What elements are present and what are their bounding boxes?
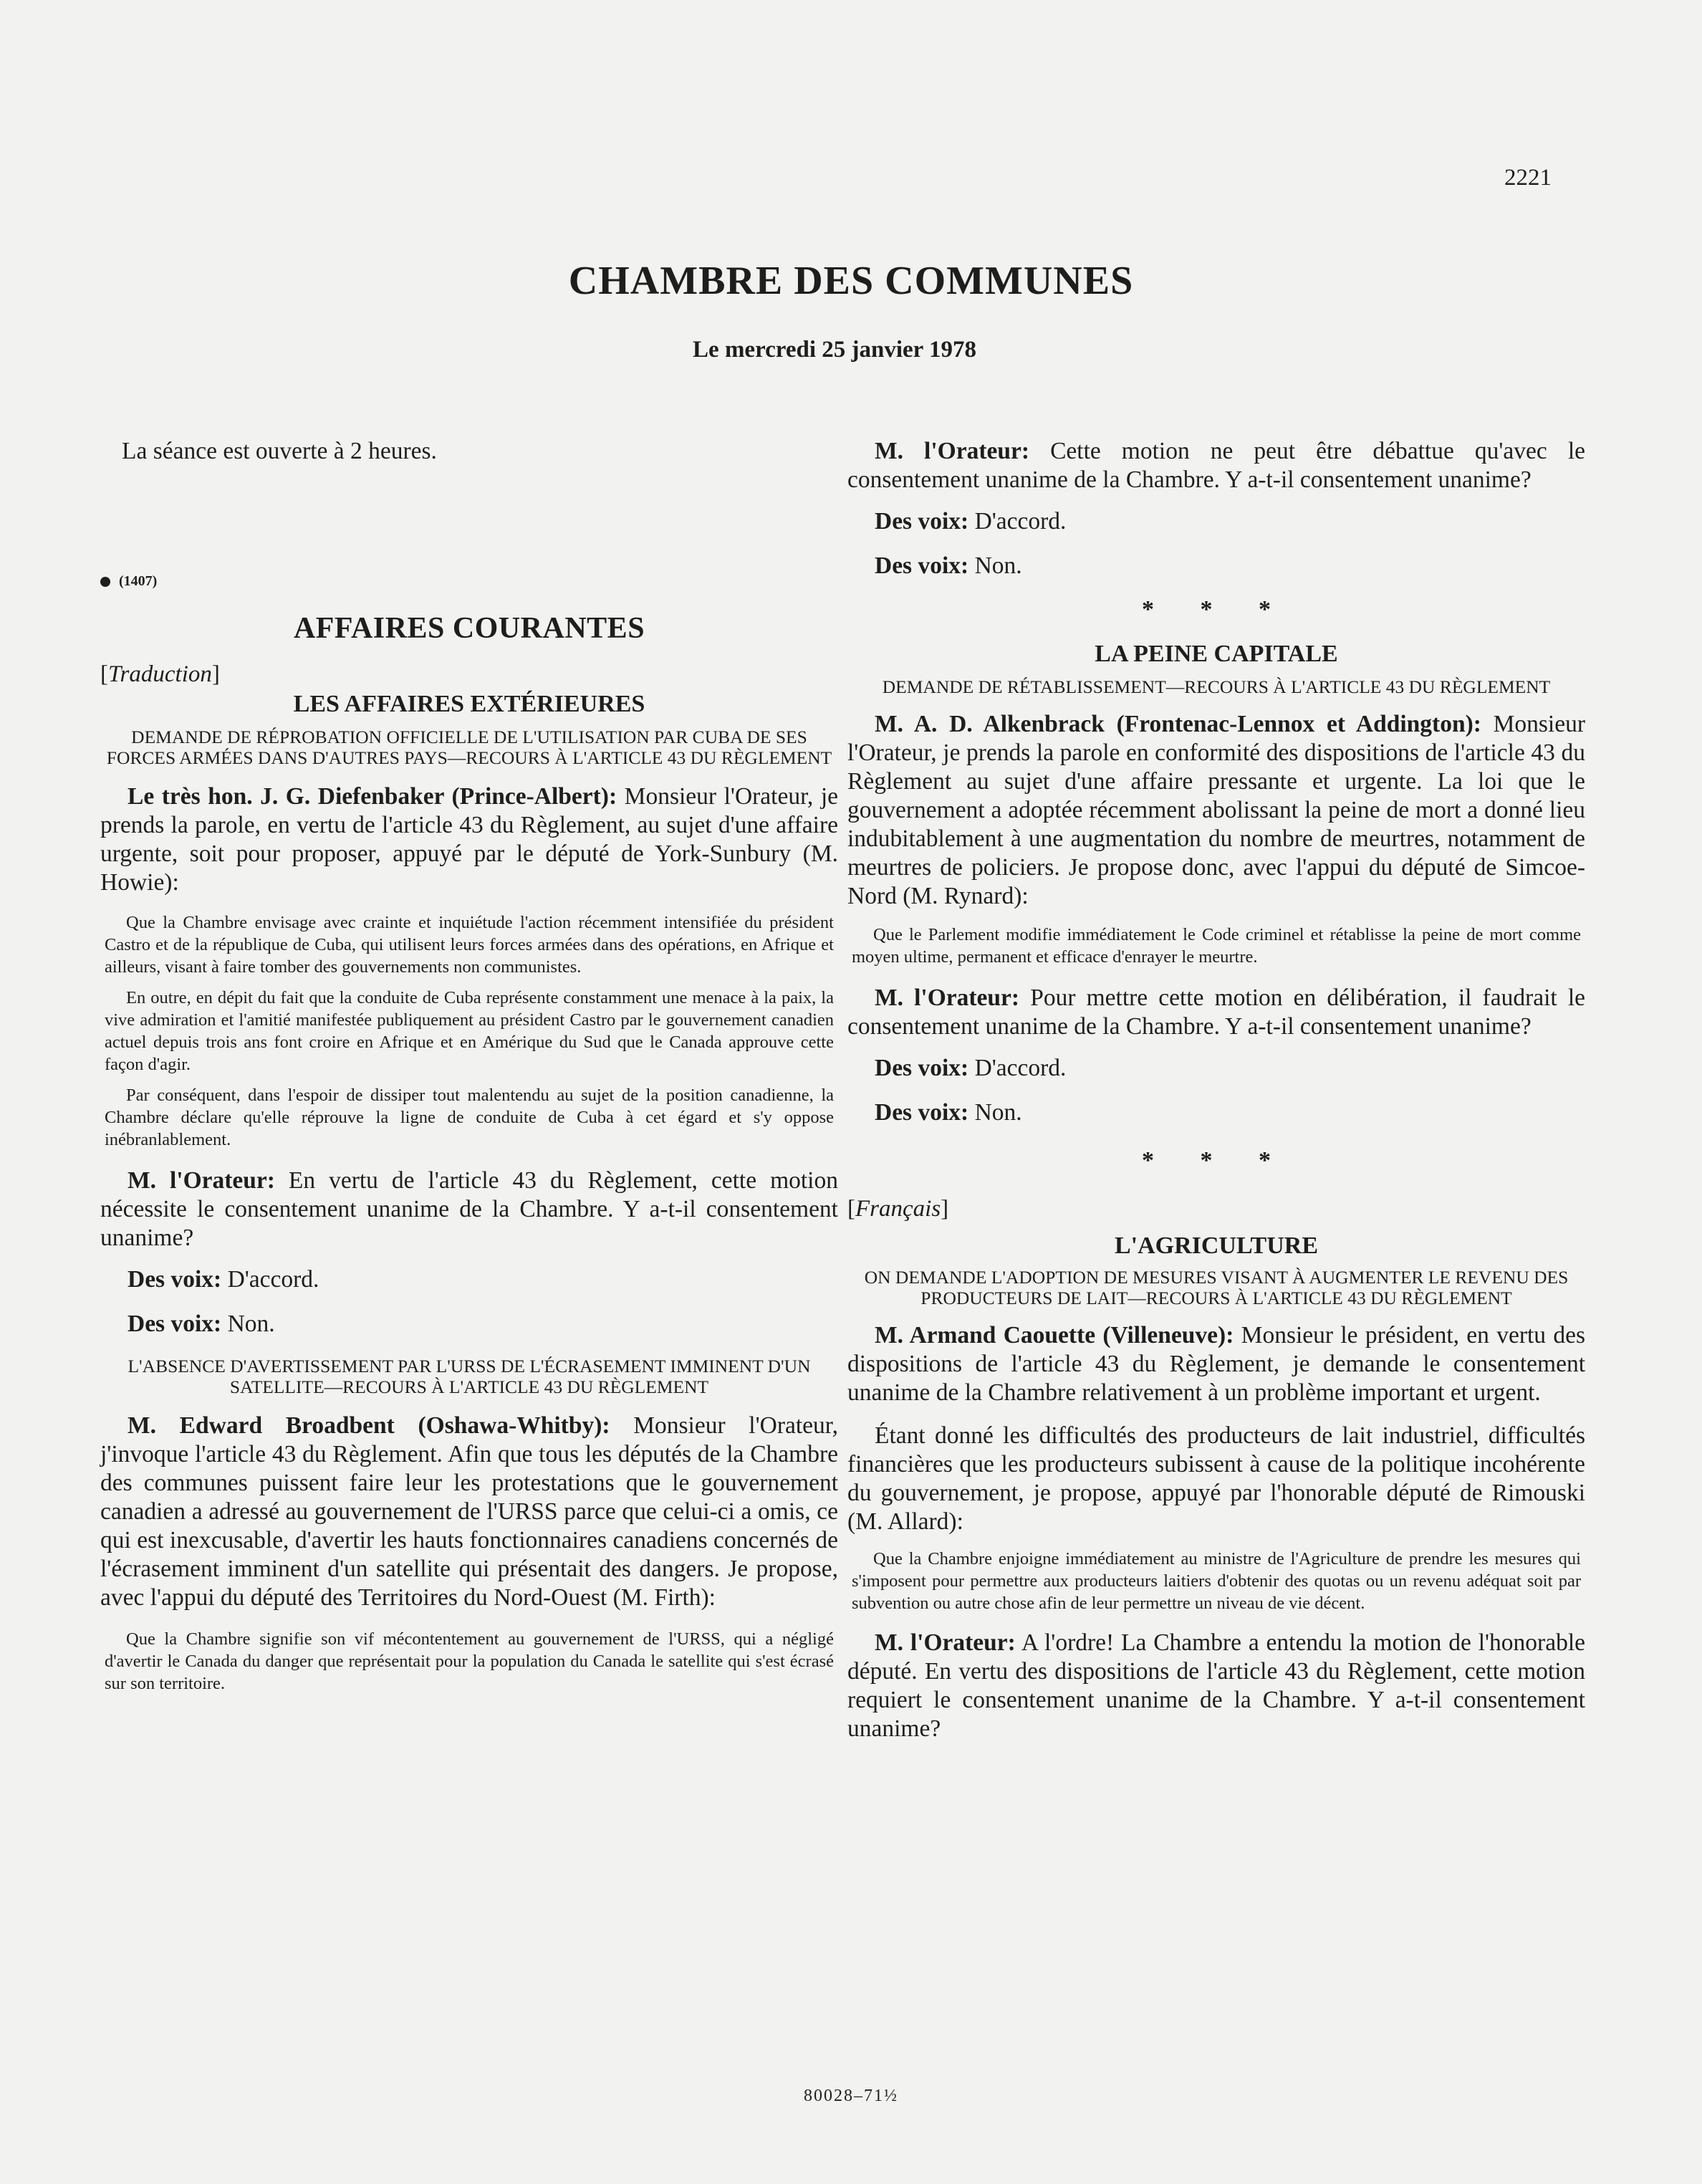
speech-orateur: M. l'Orateur: Cette motion ne peut être débattue qu'avec le consentement unanime de la Chambre. Y a-t-il consentement unanime? — [847, 438, 1586, 493]
motion-quote: Que le Parlement modifie immédiatement le Code criminel et rétablisse la peine de mort comme moyen ultime, permanent et efficace d'enrayer le meurtre. — [852, 925, 1581, 967]
speaker-name: Le très hon. J. G. Diefenbaker (Prince-Albert): — [128, 783, 617, 810]
translation-tag: [Traduction] — [100, 661, 220, 687]
motion-quote: En outre, en dépit du fait que la conduite de Cuba représente constamment une menace à la paix, la vive admiration et l'amitié manifestée publiquement au président Castro par le gouvernement canadien actuel depuis trois ans font croire en Afrique et en Amérique du Sud que le Canada approuve cette façon d'agir. — [105, 988, 834, 1074]
print-code: 80028–71½ — [804, 2087, 898, 2105]
speech-broadbent: M. Edward Broadbent (Oshawa-Whitby): Monsieur l'Orateur, j'invoque l'article 43 du Règlement. Afin que tous les députés de la Chambre des communes puissent faire leur les protestations que le gouvernement canadien a adressé au gouvernement de l'URSS parce que celui-ci a omis, ce qui est inexcusable, d'avertir les hauts fonctionnaires canadiens concernés de l'écrasement imminent d'un satellite qui présentait des dangers. Je propose, avec l'appui du député des Territoires du Nord-Ouest (M. Firth): — [100, 1412, 838, 1611]
page-number: 2221 — [1504, 165, 1552, 191]
section-separator: * * * — [1142, 596, 1291, 623]
voices-line: Des voix: Non. — [875, 1099, 1022, 1126]
voices-line: Des voix: D'accord. — [875, 508, 1067, 535]
time-mark: (1407) — [100, 573, 838, 590]
heading-peine-capitale: LA PEINE CAPITALE — [1095, 641, 1338, 667]
section-separator: * * * — [1142, 1147, 1291, 1174]
motion-quote: Que la Chambre enjoigne immédiatement au ministre de l'Agriculture de prendre les mesures qui s'imposent pour permettre aux producteurs laitiers d'obtenir des quotas ou un revenu adéquat soit par subvention ou autre chose afin de leur permettre un niveau de vie décent. — [852, 1549, 1581, 1613]
voices-line: Des voix: Non. — [128, 1311, 275, 1337]
left-column — [100, 437, 838, 1695]
voices-line: Des voix: D'accord. — [875, 1055, 1067, 1081]
motion-quote: Que la Chambre signifie son vif mécontentement au gouvernement de l'URSS, qui a négligé d'avertir le Canada du danger que représentait pour la population du Canada le satellite qui s'est écrasé sur son territoire. — [105, 1629, 834, 1693]
voices-line: Des voix: Non. — [875, 552, 1022, 579]
heading-affaires-courantes: AFFAIRES COURANTES — [293, 612, 645, 645]
language-tag: [Français] — [847, 1196, 949, 1222]
heading-affaires-exterieures: LES AFFAIRES EXTÉRIEURES — [293, 691, 645, 717]
speech-diefenbaker: Le très hon. J. G. Diefenbaker (Prince-Albert): Monsieur l'Orateur, je prends la parole, en vertu de l'article 43 du Règlement, au sujet d'une affaire urgente, soit pour proposer, appuyé par le député de York-Sunbury (M. Howie): — [100, 783, 838, 896]
speech-alkenbrack: M. A. D. Alkenbrack (Frontenac-Lennox et Addington): Monsieur l'Orateur, je prends la parole en conformité des dispositions de l'article 43 du Règlement au sujet d'une affaire pressante et urgente. La loi que le gouvernement a adoptée récemment abolissant la peine de mort a donné lieu indubitablement à une augmentation du nombre de meurtres, notamment de meurtres de policiers. Je propose donc, avec l'appui du député de Simcoe-Nord (M. Rynard): — [847, 711, 1586, 909]
motion-quote: Par conséquent, dans l'espoir de dissiper tout malentendu au sujet de la position canadienne, la Chambre déclare qu'elle réprouve la ligne de conduite de Cuba à cet égard et s'y oppose inébranlablement. — [105, 1086, 834, 1149]
session-date: Le mercredi 25 janvier 1978 — [693, 337, 976, 363]
subheading-producteurs-lait: ON DEMANDE L'ADOPTION DE MESURES VISANT À AUGMENTER LE REVENU DES PRODUCTEURS DE LAIT—RECOURS À L'ARTICLE 43 DU RÈGLEMENT — [864, 1267, 1569, 1308]
speech-orateur: M. l'Orateur: Pour mettre cette motion en délibération, il faudrait le consentement unanime de la Chambre. Y a-t-il consentement unanime? — [847, 985, 1585, 1040]
subheading-satellite: L'ABSENCE D'AVERTISSEMENT PAR L'URSS DE L'ÉCRASEMENT IMMINENT D'UN SATELLITE—RECOURS À L'ARTICLE 43 DU RÈGLEMENT — [128, 1356, 811, 1397]
speech-orateur: M. l'Orateur: A l'ordre! La Chambre a entendu la motion de l'honorable député. En vertu des dispositions de l'article 43 du Règlement, cette motion requiert le consentement unanime de la Chambre. Y a-t-il consentement unanime? — [847, 1629, 1585, 1742]
speech-caouette: M. Armand Caouette (Villeneuve): Monsieur le président, en vertu des dispositions de l'article 43 du Règlement, je demande le consentement unanime de la Chambre relativement à un problème important et urgent. — [847, 1322, 1585, 1406]
right-column — [847, 437, 1585, 1743]
bullet-icon — [100, 577, 110, 587]
page-title: CHAMBRE DES COMMUNES — [568, 259, 1134, 303]
heading-agriculture: L'AGRICULTURE — [1114, 1232, 1319, 1259]
speech-orateur: M. l'Orateur: En vertu de l'article 43 du Règlement, cette motion nécessite le consentement unanime de la Chambre. Y a-t-il consentement unanime? — [100, 1167, 838, 1251]
subheading-cuba: DEMANDE DE RÉPROBATION OFFICIELLE DE L'UTILISATION PAR CUBA DE SES FORCES ARMÉES DANS D'AUTRES PAYS—RECOURS À L'ARTICLE 43 DU RÈGLEMENT — [106, 727, 832, 768]
subheading-retablissement: DEMANDE DE RÉTABLISSEMENT—RECOURS À L'ARTICLE 43 DU RÈGLEMENT — [882, 676, 1551, 697]
motion-quote: Que la Chambre envisage avec crainte et inquiétude l'action récemment intensifiée du président Castro et de la république de Cuba, qui utilisent leurs forces armées dans des opérations, en Afrique et ailleurs, visant à faire tomber des gouvernements non communistes. — [105, 913, 834, 977]
voices-line: Des voix: D'accord. — [128, 1266, 319, 1293]
opening-line: La séance est ouverte à 2 heures. — [122, 438, 437, 464]
speech-caouette-continued: Étant donné les difficultés des producteurs de lait industriel, difficultés financières que les producteurs subissent à cause de la politique incohérente du gouvernement, je propose, appuyé par l'honorable député de Rimouski (M. Allard): — [847, 1422, 1585, 1535]
